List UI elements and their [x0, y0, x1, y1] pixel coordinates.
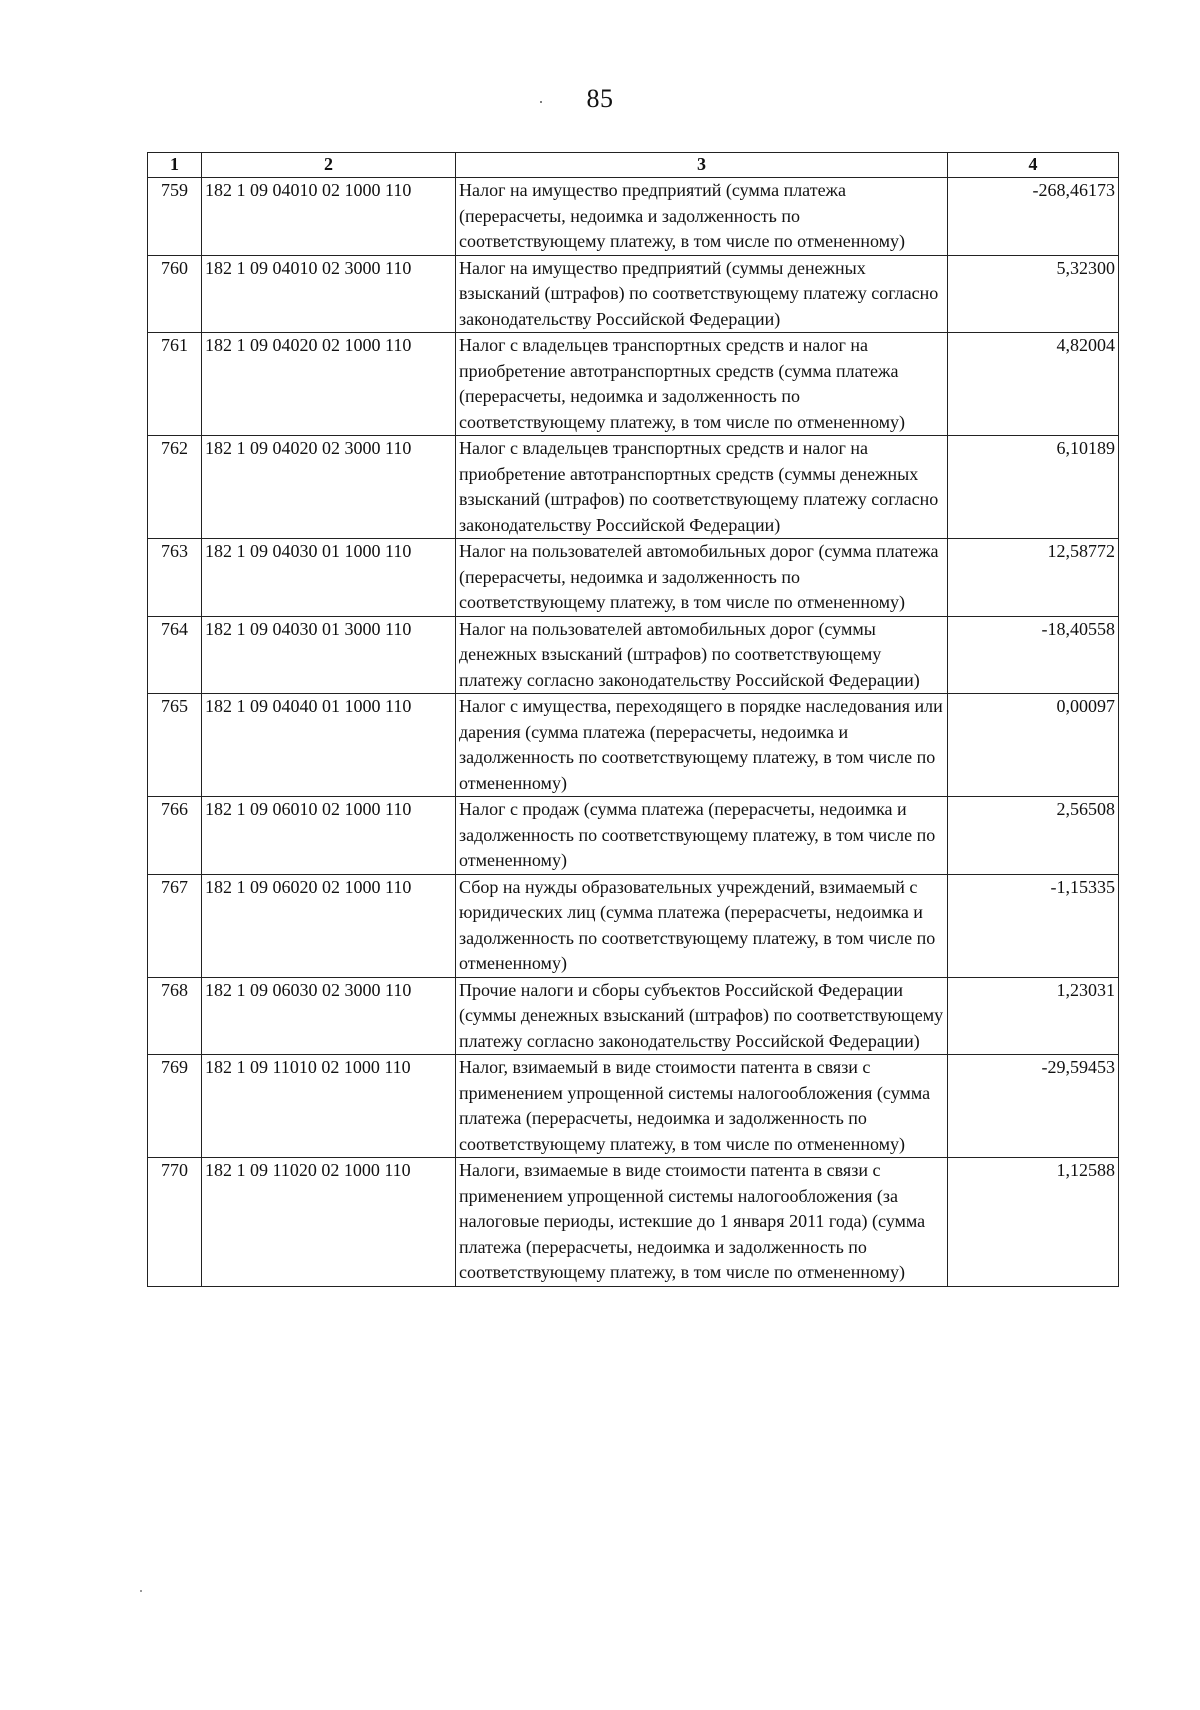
table-row: [148, 977, 1119, 1055]
income-name: Налог с владельцев транспортных средств и налог на приобретение автотранспортных средств (суммы денежных взысканий (штрафов) по соответствующему платежу согласно законодательству Российской Федерации): [456, 436, 948, 539]
income-name: Налог на пользователей автомобильных дорог (суммы денежных взысканий (штрафов) по соответствующему платежу согласно законодательству Российской Федерации): [456, 616, 948, 694]
table-row: [148, 333, 1119, 436]
income-name: Налоги, взимаемые в виде стоимости патента в связи с применением упрощенной системы налогообложения (за налоговые периоды, истекшие до 1 января 2011 года) (сумма платежа (перерасчеты, недоимка и задолженность по соответствующему платежу, в том числе по отмененному): [456, 1158, 948, 1287]
budget-code: 182 1 09 04010 02 3000 110: [202, 255, 456, 333]
income-name: Прочие налоги и сборы субъектов Российской Федерации (суммы денежных взысканий (штрафов) по соответствующему платежу согласно законодательству Российской Федерации): [456, 977, 948, 1055]
income-name: Налог на имущество предприятий (сумма платежа (перерасчеты, недоимка и задолженность по соответствующему платежу, в том числе по отмененному): [456, 178, 948, 256]
budget-code: 182 1 09 04020 02 3000 110: [202, 436, 456, 539]
amount: -1,15335: [948, 874, 1119, 977]
row-number: 762: [148, 436, 202, 539]
row-number: 767: [148, 874, 202, 977]
budget-codes-table: [147, 152, 1119, 1287]
table-row: [148, 539, 1119, 617]
budget-code: 182 1 09 06020 02 1000 110: [202, 874, 456, 977]
budget-code: 182 1 09 04010 02 1000 110: [202, 178, 456, 256]
budget-code: 182 1 09 04030 01 1000 110: [202, 539, 456, 617]
budget-code: 182 1 09 06010 02 1000 110: [202, 797, 456, 875]
income-name: Налог с продаж (сумма платежа (перерасчеты, недоимка и задолженность по соответствующему платежу, в том числе по отмененному): [456, 797, 948, 875]
row-number: 766: [148, 797, 202, 875]
amount: 2,56508: [948, 797, 1119, 875]
header-col-3: 3: [456, 153, 948, 178]
row-number: 760: [148, 255, 202, 333]
income-name: Налог на имущество предприятий (суммы денежных взысканий (штрафов) по соответствующему платежу согласно законодательству Российской Федерации): [456, 255, 948, 333]
row-number: 759: [148, 178, 202, 256]
row-number: 761: [148, 333, 202, 436]
income-name: Налог с владельцев транспортных средств и налог на приобретение автотранспортных средств (сумма платежа (перерасчеты, недоимка и задолженность по соответствующему платежу, в том числе по отмененному): [456, 333, 948, 436]
table-row: [148, 694, 1119, 797]
budget-code: 182 1 09 11010 02 1000 110: [202, 1055, 456, 1158]
budget-code: 182 1 09 04030 01 3000 110: [202, 616, 456, 694]
table-row: [148, 255, 1119, 333]
table-row: [148, 178, 1119, 256]
page-number: 85: [586, 84, 614, 113]
amount: 5,32300: [948, 255, 1119, 333]
header-col-4: 4: [948, 153, 1119, 178]
table-row: [148, 797, 1119, 875]
income-name: Налог на пользователей автомобильных дорог (сумма платежа (перерасчеты, недоимка и задолженность по соответствующему платежу, в том числе по отмененному): [456, 539, 948, 617]
budget-code: 182 1 09 04040 01 1000 110: [202, 694, 456, 797]
amount: -18,40558: [948, 616, 1119, 694]
row-number: 764: [148, 616, 202, 694]
header-col-1: 1: [148, 153, 202, 178]
table-row: [148, 436, 1119, 539]
amount: 12,58772: [948, 539, 1119, 617]
header-col-2: 2: [202, 153, 456, 178]
table-row: [148, 1158, 1119, 1287]
income-name: Налог, взимаемый в виде стоимости патента в связи с применением упрощенной системы налогообложения (сумма платежа (перерасчеты, недоимка и задолженность по соответствующему платежу, в том числе по отмененному): [456, 1055, 948, 1158]
amount: 1,23031: [948, 977, 1119, 1055]
row-number: 768: [148, 977, 202, 1055]
table-row: [148, 616, 1119, 694]
amount: -268,46173: [948, 178, 1119, 256]
income-name: Налог с имущества, переходящего в порядке наследования или дарения (сумма платежа (перерасчеты, недоимка и задолженность по соответствующему платежу, в том числе по отмененному): [456, 694, 948, 797]
income-name: Сбор на нужды образовательных учреждений, взимаемый с юридических лиц (сумма платежа (перерасчеты, недоимка и задолженность по соответствующему платежу, в том числе по отмененному): [456, 874, 948, 977]
amount: 6,10189: [948, 436, 1119, 539]
table-row: [148, 1055, 1119, 1158]
amount: -29,59453: [948, 1055, 1119, 1158]
row-number: 770: [148, 1158, 202, 1287]
row-number: 765: [148, 694, 202, 797]
amount: 4,82004: [948, 333, 1119, 436]
amount: 1,12588: [948, 1158, 1119, 1287]
budget-code: 182 1 09 11020 02 1000 110: [202, 1158, 456, 1287]
table-header-row: [148, 153, 1119, 178]
scan-speck: [540, 101, 542, 103]
budget-code: 182 1 09 04020 02 1000 110: [202, 333, 456, 436]
row-number: 763: [148, 539, 202, 617]
budget-code: 182 1 09 06030 02 3000 110: [202, 977, 456, 1055]
table-row: [148, 874, 1119, 977]
amount: 0,00097: [948, 694, 1119, 797]
row-number: 769: [148, 1055, 202, 1158]
scan-speck: [140, 1590, 142, 1592]
